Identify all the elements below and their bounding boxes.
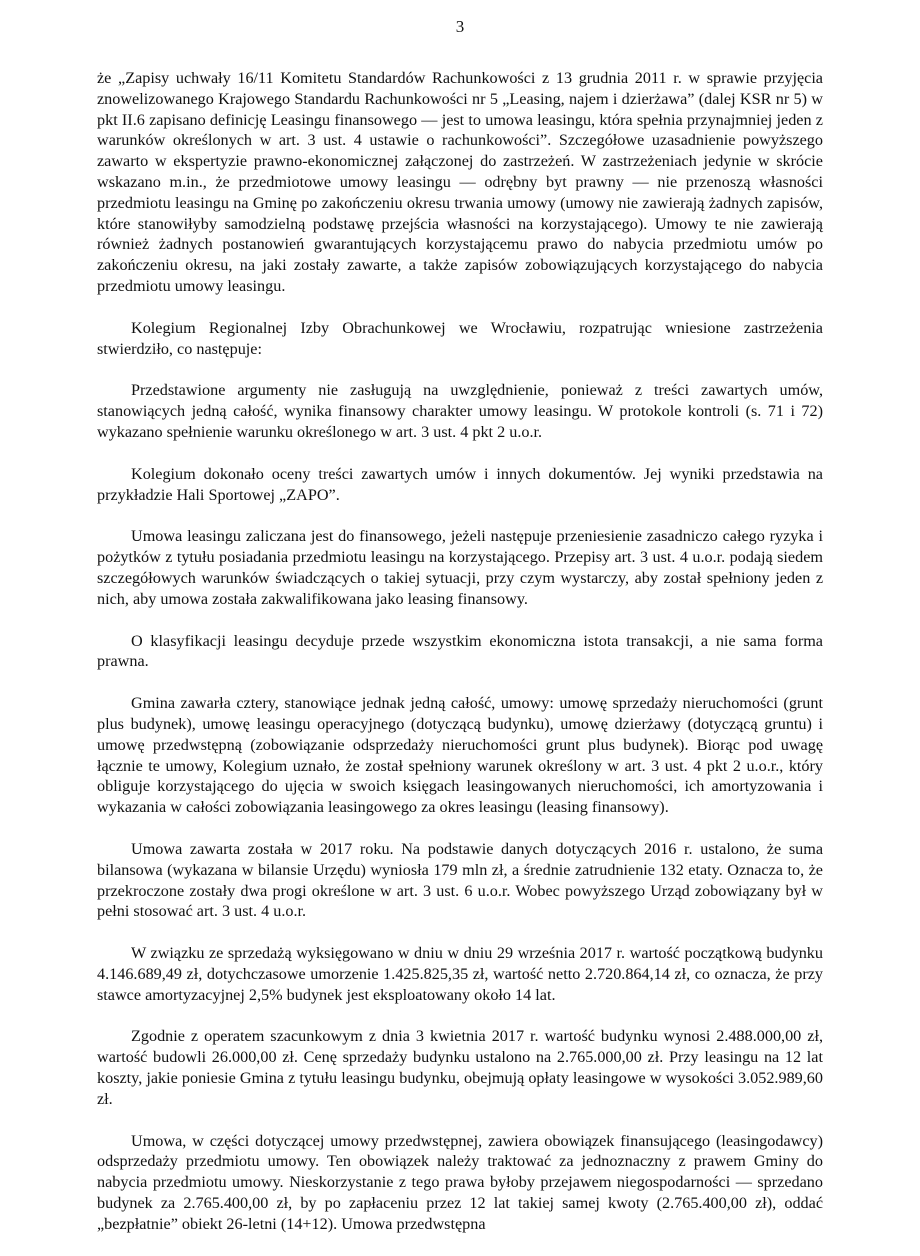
paragraph: Zgodnie z operatem szacunkowym z dnia 3 kwietnia 2017 r. wartość budynku wynosi 2.488.000,00 zł, wartość budowli 26.000,00 zł. Cenę sprzedaży budynku ustalono na 2.765.000,00 zł. Przy leasingu na 12 lat koszty, jakie poniesie Gmina z tytułu leasingu budynku, obejmują opłaty leasingowe w wysokości 3.052.989,60 zł.: [97, 1027, 823, 1108]
page-number: 3: [455, 17, 465, 36]
paragraph: Kolegium dokonało oceny treści zawartych umów i innych dokumentów. Jej wyniki przedstawia na przykładzie Hali Sportowej „ZAPO”.: [97, 464, 823, 504]
paragraph: że „Zapisy uchwały 16/11 Komitetu Standardów Rachunkowości z 13 grudnia 2011 r. w sprawie przyjęcia znowelizowanego Krajowego Standardu Rachunkowości nr 5 „Leasing, najem i dzierżawa” (dalej KSR nr 5) w pkt II.6 zapisano definicję Leasingu finansowego — jest to umowa leasingu, która spełnia przynajmniej jeden z warunków określonych w art. 3 ust. 4 ustawie o rachunkowości”. Szczegółowe uzasadnienie powyższego zawarto w ekspertyzie prawno-ekonomicznej załączonej do zastrzeżeń. W zastrzeżeniach jedynie w skrócie wskazano m.in., że przedmiotowe umowy leasingu — odrębny byt prawny — nie przenoszą własności przedmiotu leasingu na Gminę po zakończeniu okresu trwania umowy (umowy nie zawierają żadnych zapisów, które stanowiłyby samodzielną podstawę przejścia własności na korzystającego). Umowy te nie zawierają również żadnych postanowień gwarantujących korzystającemu prawo do nabycia przedmiotu umów po zakończeniu okresu, na jaki zostały zawarte, a także zapisów zobowiązujących korzystającego do nabycia przedmiotu umowy leasingu.: [97, 69, 823, 295]
paragraph: Gmina zawarła cztery, stanowiące jednak jedną całość, umowy: umowę sprzedaży nieruchomości (grunt plus budynek), umowę leasingu operacyjnego (dotyczącą budynku), umowę dzierżawy (dotyczącą gruntu) i umowę przedwstępną (zobowiązanie odsprzedaży nieruchomości grunt plus budynek). Biorąc pod uwagę łącznie te umowy, Kolegium uznało, że został spełniony warunek określony w art. 3 ust. 4 pkt 2 u.o.r., który obliguje korzystającego do ujęcia w swoich księgach leasingowanych nieruchomości, ich amortyzowania i wykazania w całości zobowiązania leasingowego za okres leasingu (leasing finansowy).: [97, 694, 823, 817]
paragraph: O klasyfikacji leasingu decyduje przede wszystkim ekonomiczna istota transakcji, a nie sama forma prawna.: [97, 631, 823, 671]
paragraph: Kolegium Regionalnej Izby Obrachunkowej we Wrocławiu, rozpatrując wniesione zastrzeżenia stwierdziło, co następuje:: [97, 318, 823, 358]
paragraph: Przedstawione argumenty nie zasługują na uwzględnienie, ponieważ z treści zawartych umów, stanowiących jedną całość, wynika finansowy charakter umowy leasingu. W protokole kontroli (s. 71 i 72) wykazano spełnienie warunku określonego w art. 3 ust. 4 pkt 2 u.o.r.: [97, 381, 823, 441]
paragraph: Umowa zawarta została w 2017 roku. Na podstawie danych dotyczących 2016 r. ustalono, że suma bilansowa (wykazana w bilansie Urzędu) wyniosła 179 mln zł, a średnie zatrudnienie 132 etaty. Oznacza to, że przekroczone zostały dwa progi określone w art. 3 ust. 6 u.o.r. Wobec powyższego Urząd zobowiązany był w pełni stosować art. 3 ust. 4 u.o.r.: [97, 839, 823, 921]
paragraph: Umowa leasingu zaliczana jest do finansowego, jeżeli następuje przeniesienie zasadniczo całego ryzyka i pożytków z tytułu posiadania przedmiotu leasingu na korzystającego. Przepisy art. 3 ust. 4 u.o.r. podają siedem szczegółowych warunków świadczących o takiej sytuacji, przy czym wystarczy, aby został spełniony jeden z nich, aby umowa została zakwalifikowana jako leasing finansowy.: [97, 527, 823, 608]
paragraph: Umowa, w części dotyczącej umowy przedwstępnej, zawiera obowiązek finansującego (leasingodawcy) odsprzedaży przedmiotu umowy. Ten obowiązek należy traktować za jednoznaczny z prawem Gminy do nabycia przedmiotu umowy. Nieskorzystanie z tego prawa byłoby przejawem niegospodarności — sprzedano budynek za 2.765.400,00 zł, by po zapłaceniu przez 12 lat takiej samej kwoty (2.765.400,00 zł), oddać „bezpłatnie” obiekt 26-letni (14+12). Umowa przedwstępna: [97, 1131, 823, 1233]
document-body: [97, 68, 823, 1256]
paragraph: W związku ze sprzedażą wyksięgowano w dniu w dniu 29 września 2017 r. wartość początkową budynku 4.146.689,49 zł, dotychczasowe umorzenie 1.425.825,35 zł, wartość netto 2.720.864,14 zł, co oznacza, że przy stawce amortyzacyjnej 2,5% budynek jest eksploatowany około 14 lat.: [97, 944, 823, 1004]
